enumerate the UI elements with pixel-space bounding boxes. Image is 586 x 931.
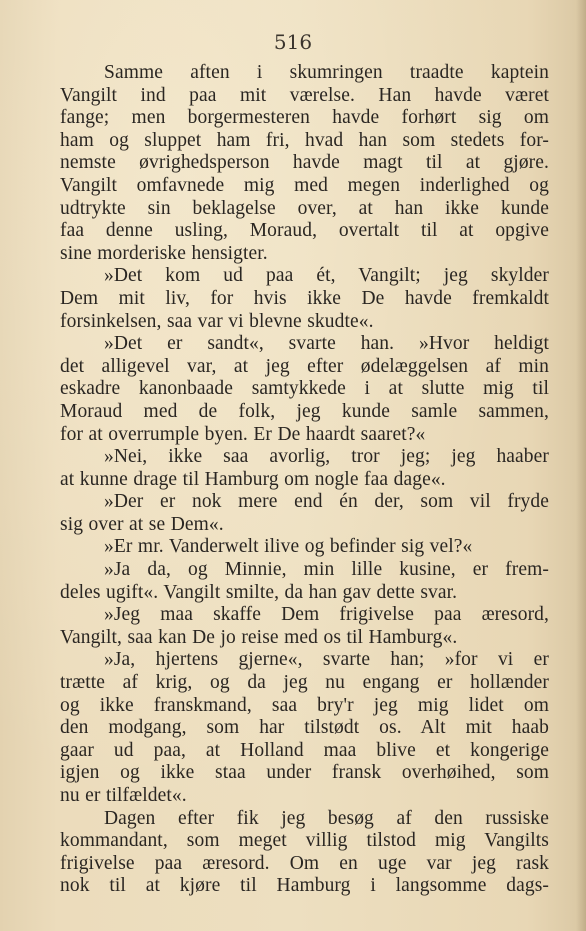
text-line: frigivelse paa æresord. Om en uge var jeg rask <box>60 852 549 874</box>
text-line: Vangilt ind paa mit værelse. Han havde været <box>60 84 549 106</box>
text-line: Moraud med de folk, jeg kunde samle sammen, <box>60 400 549 422</box>
text-line: ham og sluppet ham fri, hvad han som stedets for- <box>60 129 549 151</box>
text-line: eskadre kanonbaade samtykkede i at slutte mig til <box>60 378 549 400</box>
text-line: »Jeg maa skaffe Dem frigivelse paa æresord, <box>104 604 549 626</box>
text-line: at kunne drage til Hamburg om nogle faa dage«. <box>60 468 446 490</box>
text-line: udtrykte sin beklagelse over, at han ikke kunde <box>60 197 549 219</box>
text-line: deles ugift«. Vangilt smilte, da han gav dette svar. <box>60 581 458 603</box>
text-line: fange; men borgermesteren havde forhørt sig om <box>60 107 549 129</box>
page-number: 516 <box>273 30 313 54</box>
text-line: Dagen efter fik jeg besøg af den russiske <box>104 807 549 829</box>
text-line: det alligevel var, at jeg efter ødelæggelsen af min <box>60 355 549 377</box>
text-line: faa denne usling, Moraud, overtalt til at opgive <box>60 220 549 242</box>
text-line: forsinkelsen, saa var vi blevne skudte«. <box>60 310 374 332</box>
text-line: og ikke franskmand, saa bry'r jeg mig lidet om <box>60 694 549 716</box>
text-line: »Det kom ud paa ét, Vangilt; jeg skylder <box>104 265 549 287</box>
text-line: igjen og ikke staa under fransk overhøihed, som <box>60 762 549 784</box>
text-line: for at overrumple byen. Er De haardt saaret?« <box>60 423 426 445</box>
text-line: den modgang, som har tilstødt os. Alt mit haab <box>60 717 549 739</box>
text-line: sig over at se Dem«. <box>60 513 224 535</box>
text-line: nemste øvrighedsperson havde magt til at gjøre. <box>60 152 549 174</box>
text-line: »Er mr. Vanderwelt ilive og befinder sig vel?« <box>104 536 473 558</box>
page-edge-shadow <box>576 0 586 931</box>
text-line: »Ja da, og Minnie, min lille kusine, er frem- <box>104 559 549 581</box>
text-line: Vangilt, saa kan De jo reise med os til Hamburg«. <box>60 626 458 648</box>
text-line: Vangilt omfavnede mig med megen inderlighed og <box>60 174 549 196</box>
text-line: gaar ud paa, at Holland maa blive et kongerige <box>60 739 549 761</box>
body-text <box>60 62 549 898</box>
text-line: Samme aften i skumringen traadte kaptein <box>104 62 549 83</box>
text-line: Dem mit liv, for hvis ikke De havde fremkaldt <box>60 287 549 309</box>
text-line: »Ja, hjertens gjerne«, svarte han; »for vi er <box>104 649 549 671</box>
text-line: »Nei, ikke saa avorlig, tror jeg; jeg haaber <box>104 446 549 468</box>
text-line: nok til at kjøre til Hamburg i langsomme dags- <box>60 875 549 897</box>
text-line: nu er tilfældet«. <box>60 785 187 806</box>
text-line: »Der er nok mere end én der, som vil fryde <box>104 491 549 513</box>
text-line: trætte af krig, og da jeg nu engang er hollænder <box>60 672 549 694</box>
text-line: »Det er sandt«, svarte han. »Hvor heldigt <box>104 333 549 355</box>
text-line: sine morderiske hensigter. <box>60 242 268 264</box>
text-line: kommandant, som meget villig tilstod mig Vangilts <box>60 830 549 852</box>
